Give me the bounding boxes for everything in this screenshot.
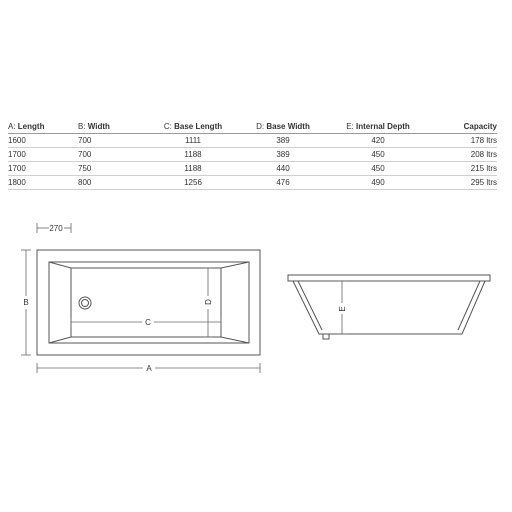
side-basin-shadow-right bbox=[458, 281, 480, 330]
cell-length: 1600 bbox=[8, 136, 26, 145]
cell-base-width: 389 bbox=[276, 150, 290, 159]
cell-base-width: 476 bbox=[276, 178, 290, 187]
header-capacity: Capacity bbox=[463, 122, 497, 131]
cell-base-length: 1111 bbox=[184, 136, 201, 145]
side-basin-shadow-left bbox=[298, 281, 322, 330]
cell-width: 750 bbox=[78, 164, 92, 173]
side-waste-icon bbox=[323, 334, 329, 339]
header-base-length: C: Base Length bbox=[163, 122, 223, 131]
cell-width: 800 bbox=[78, 178, 92, 187]
cell-length: 1700 bbox=[8, 150, 26, 159]
cell-capacity: 178 ltrs bbox=[470, 136, 497, 145]
dimension-label-b: B bbox=[23, 298, 29, 307]
dimension-label-d: D bbox=[204, 299, 213, 305]
cell-internal-depth: 420 bbox=[371, 136, 385, 145]
cell-capacity: 208 ltrs bbox=[470, 150, 497, 159]
cell-internal-depth: 450 bbox=[371, 150, 385, 159]
cell-width: 700 bbox=[78, 150, 92, 159]
dimension-label-a: A bbox=[146, 364, 152, 373]
cell-base-width: 440 bbox=[276, 164, 290, 173]
cell-base-length: 1256 bbox=[184, 178, 202, 187]
cell-width: 700 bbox=[78, 136, 92, 145]
dimension-label-270: 270 bbox=[49, 224, 63, 233]
cell-internal-depth: 490 bbox=[371, 178, 385, 187]
header-internal-depth: E: Internal Depth bbox=[346, 122, 410, 131]
cell-length: 1700 bbox=[8, 164, 26, 173]
header-length: A: Length bbox=[8, 122, 45, 131]
cell-length: 1800 bbox=[8, 178, 26, 187]
dimension-label-e: E bbox=[338, 306, 347, 312]
side-rim bbox=[288, 275, 490, 281]
header-width: B: Width bbox=[78, 122, 110, 131]
cell-capacity: 215 ltrs bbox=[470, 164, 497, 173]
cell-base-length: 1188 bbox=[184, 164, 202, 173]
cell-base-width: 389 bbox=[276, 136, 290, 145]
dimension-label-c: C bbox=[145, 318, 151, 327]
side-basin-profile bbox=[293, 281, 485, 334]
header-base-width: D: Base Width bbox=[256, 122, 310, 131]
cell-capacity: 295 ltrs bbox=[470, 178, 497, 187]
cell-internal-depth: 450 bbox=[371, 164, 385, 173]
cell-base-length: 1188 bbox=[184, 150, 202, 159]
